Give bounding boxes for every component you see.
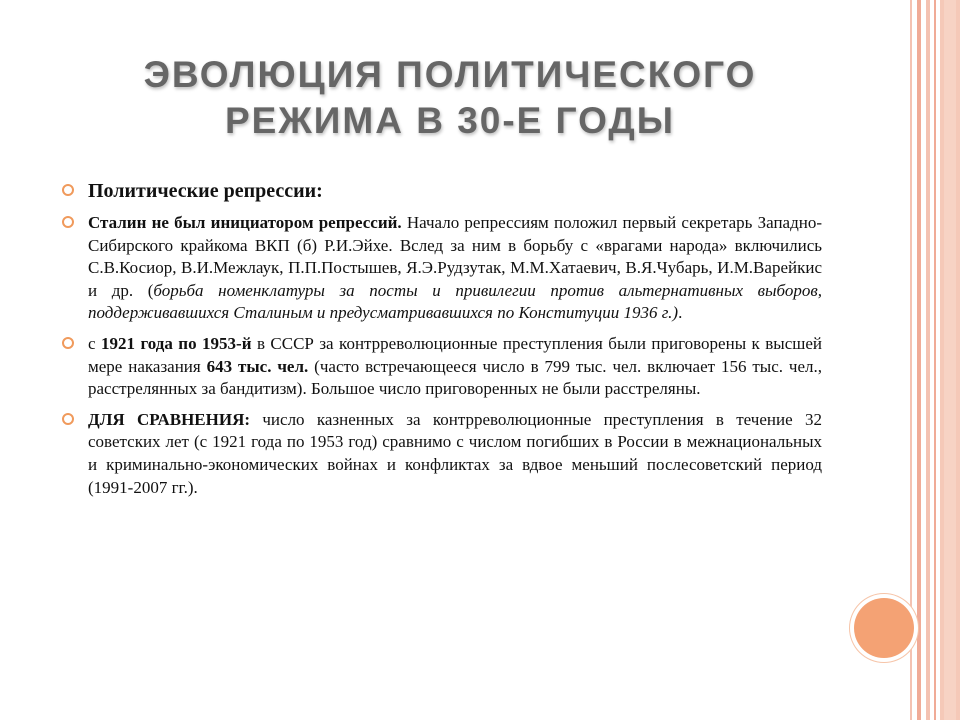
comparison-bold: ДЛЯ СРАВНЕНИЯ: [88, 409, 251, 429]
decorative-circle [854, 598, 914, 658]
bullet-circle-icon [62, 413, 74, 425]
decorative-stripes [910, 0, 960, 720]
bullet-stalin [62, 212, 822, 325]
stat-text-1: с [88, 333, 101, 353]
stalin-text: Начало репрессиям положил первый секретарь Западно-Сибирского крайкома ВКП (б) Р.И.Эйхе. Вслед за ним в борьбу с «врагами народа» включились С.В.Косиор, В.И.Межлаук, П.П.Постышев, Я.Э.Рудзутак, М.М.Хатаевич, В.Я.Чубарь, И.М.Варейкис и др. ( [88, 213, 822, 300]
bullet-statistics [62, 333, 822, 401]
stat-bold-years: 1921 года по 1953-й [101, 333, 252, 353]
bullet-comparison [62, 409, 822, 499]
heading-text: Политические репрессии: [88, 180, 323, 202]
bullet-heading [62, 178, 822, 204]
stat-text-2: в СССР за контрреволюционные преступления были приговорены к высшей мере наказания [88, 333, 822, 376]
title-line-1: ЭВОЛЮЦИЯ ПОЛИТИЧЕСКОГО [143, 54, 757, 95]
bullet-circle-icon [62, 337, 74, 349]
stat-text-3: (часто встречающееся число в 799 тыс. чел. включает 156 тыс. чел., расстрелянных за бандитизм). Большое число приговоренных не были расстреляны. [88, 356, 822, 399]
stalin-bold: Сталин не был инициатором репрессий. [88, 213, 402, 232]
stalin-italic: борьба номенклатуры за посты и привилегии против альтернативных выборов, поддерживавшихся Сталиным и предусматривавшихся по Конституции 1936 г.) [88, 280, 822, 323]
bullet-circle-icon [62, 216, 74, 228]
title-line-2: РЕЖИМА В 30-Е ГОДЫ [224, 100, 675, 141]
slide-title [60, 52, 840, 144]
stalin-end: . [678, 303, 683, 323]
comparison-text: число казненных за контрреволюционные преступления в течение 32 советских лет (с 1921 года по 1953 год) сравнимо с числом погибших в России в межнациональных и криминально-экономических войнах и конфликтах за вдвое меньший послесоветский период (1991-2007 гг.). [88, 409, 822, 497]
bullet-circle-icon [62, 184, 74, 196]
stat-bold-count: 643 тыс. чел. [206, 356, 309, 376]
bullet-list [62, 178, 822, 507]
